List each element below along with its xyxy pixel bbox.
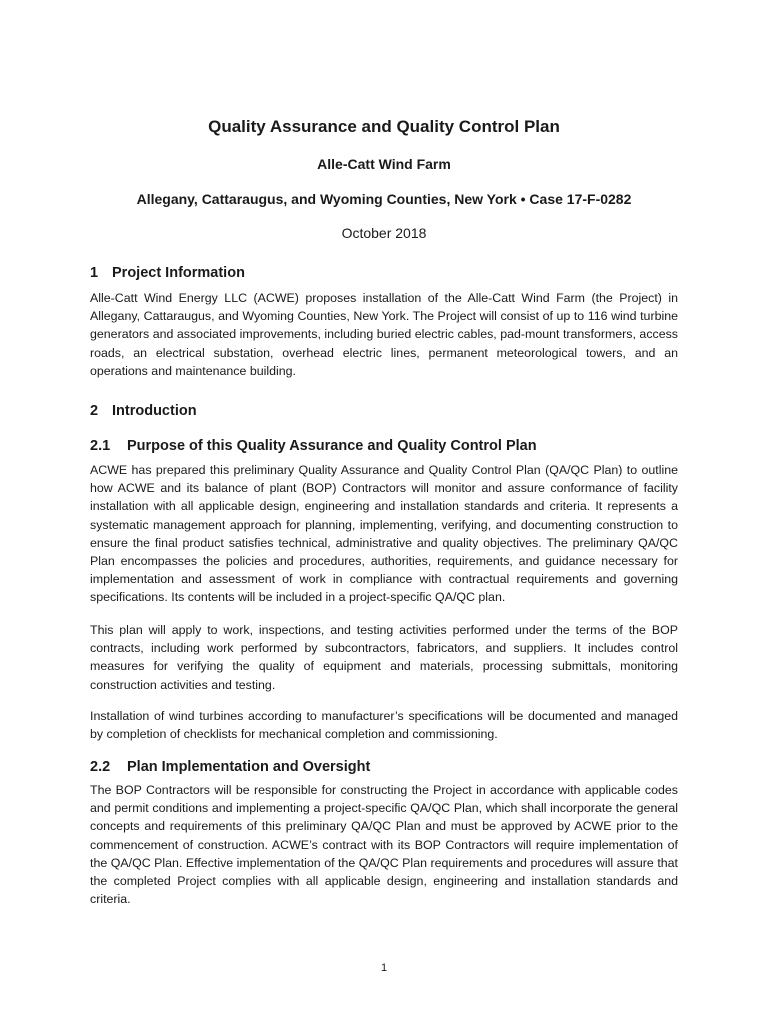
section-2-1-paragraph-2: This plan will apply to work, inspections, and testing activities performed under the terms of the BOP contracts, including work performed by subcontractors, fabricators, and suppliers. It includes control measures for verifying the quality of equipment and materials, processing submittals, monitoring construction activities and testing. (90, 623, 678, 692)
section-title: Purpose of this Quality Assurance and Quality Control Plan (127, 438, 537, 454)
section-2-1-paragraph-1: ACWE has prepared this preliminary Quality Assurance and Quality Control Plan (QA/QC Plan) to outline how ACWE and its balance of plant (BOP) Contractors will monitor and assure conformance of facility installation with all applicable design, engineering and installation standards and criteria. It represents a systematic management approach for planning, implementing, verifying, and documenting construction to ensure the final product satisfies technical, administrative and quality objectives. The preliminary QA/QC Plan encompasses the policies and procedures, authorities, requirements, and guidance necessary for implementation and assessment of work in compliance with contractual requirements and governing specifications. Its contents will be included in a project-specific QA/QC plan. (90, 463, 678, 605)
document-title: Quality Assurance and Quality Control Plan (208, 117, 560, 136)
document-location: Allegany, Cattaraugus, and Wyoming Counties, New York • Case 17-F-0282 (136, 191, 632, 207)
section-number: 2.1 (90, 438, 111, 454)
page-number: 1 (380, 962, 388, 974)
section-2-1-heading (90, 438, 537, 454)
section-2-2-paragraph: The BOP Contractors will be responsible for constructing the Project in accordance with applicable codes and permit conditions and implementing a project-specific QA/QC Plan, which shall incorporate the general concepts and requirements of this preliminary QA/QC Plan and must be approved by ACWE prior to the commencement of construction. ACWE’s contract with its BOP Contractors will require implementation of the QA/QC Plan. Effective implementation of the QA/QC Plan requirements and procedures will assure that the completed Project complies with all applicable design, engineering and installation standards and criteria. (90, 783, 678, 907)
section-number: 1 (90, 265, 99, 281)
section-2-2-heading (90, 759, 370, 775)
document-date: October 2018 (341, 225, 427, 241)
document-subtitle: Alle-Catt Wind Farm (317, 156, 451, 172)
section-number: 2 (90, 403, 99, 419)
section-1-paragraph: Alle-Catt Wind Energy LLC (ACWE) proposes installation of the Alle-Catt Wind Farm (the Project) in Allegany, Cattaraugus, and Wyoming Counties, New York. The Project will consist of up to 116 wind turbine generators and associated improvements, including buried electric cables, pad-mount transformers, access roads, an electrical substation, overhead electric lines, permanent meteorological towers, and an operations and maintenance building. (90, 291, 678, 378)
section-title: Project Information (112, 265, 245, 281)
section-2-1-paragraph-3: Installation of wind turbines according to manufacturer’s specifications will be documented and managed by completion of checklists for mechanical completion and commissioning. (90, 709, 678, 742)
section-title: Introduction (112, 403, 197, 419)
section-number: 2.2 (90, 759, 111, 775)
section-2-heading (90, 403, 197, 419)
section-1-heading (90, 265, 245, 281)
section-title: Plan Implementation and Oversight (127, 759, 371, 775)
